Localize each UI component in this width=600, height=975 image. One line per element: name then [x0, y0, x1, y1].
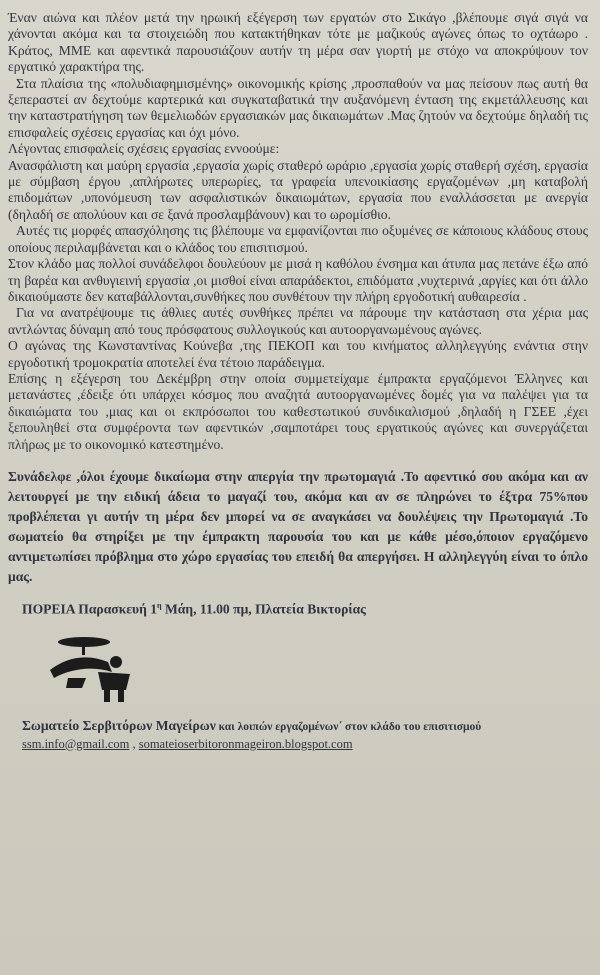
paragraph-december: Επίσης η εξέγερση του Δεκέμβρη στην οποία συμμετείχαμε έμπρακτα εργαζόμενοι Έλληνες και μετανάστες ,έδειξε ότι υπάρχει κόσμος που αναζητά αυτοοργανωμένες δομές για να παλέψει για τα δικαιώματα του ,μιας και οι εκπρόσωποι του καθεστωτικού συνδικαλισμού ,δηλαδή η ΓΣΕΕ ,έχει ξεπουληθεί στα συμφέροντα των αφεντικών ,σαμποτάρει τους εργατικούς αγώνες και συνεργάζεται πλήρως με το οικονομικό κατεστημένο.	[8, 370, 588, 452]
paragraph-intro: Έναν αιώνα και πλέον μετά την ηρωική εξέγερση των εργατών στο Σικάγο ,βλέπουμε σιγά σιγά να χάνονται ακόμα και τα στοιχειώδη που κατακτήθηκαν τότε με μαζικούς αγώνες όπως το οχτάωρο . Κράτος, ΜΜΕ και αφεντικά παρουσιάζουν αυτήν τη μέρα σαν γιορτή με στόχο να αποκρύψουν τον εργατικό χαρακτήρα της.	[8, 10, 588, 75]
march-suffix: Μάη, 11.00 πμ, Πλατεία Βικτορίας	[161, 601, 366, 617]
march-prefix: ΠΟΡΕΙΑ Παρασκευή 1	[22, 601, 158, 617]
call-to-action: Συνάδελφε ,όλοι έχουμε δικαίωμα στην απεργία την πρωτομαγιά .Το αφεντικό σου ακόμα και αν λειτουργεί με την ειδική άδεια το μαγαζί του, ακόμα και αν σε πληρώνει το έξτρα 75%που προβλέπεται γι αυτήν τη μέρα δεν μπορεί να σε αναγκάσει να δουλέψεις την Πρωτομαγιά .Το σωματείο θα στηρίξει με την έμπρακτη παρουσία του και με κάθε μέσο,όποιον εργαζόμενο αντιμετωπίσει πρόβλημα στο χώρο εργασίας του επειδή θα απεργήσει. Η αλληλεγγύη είναι το όπλο μας.	[8, 468, 588, 584]
contacts-line	[22, 737, 588, 752]
paragraph-crisis: Στα πλαίσια της «πολυδιαφημισμένης» οικονομικής κρίσης ,προσπαθούν να μας πείσουν πως αυτή θα ξεπεραστεί αν δεχτούμε καρτερικά και συγκαταβατικά την αυξανόμενη ένταση της εκμετάλλευσης και την καταστρατήγηση των θεμελιωδών εργασιακών μας δικαιωμάτων .Μας ζητούν να δεχτούμε δηλαδή τις επισφαλείς σχέσεις εργασίας και όχι μόνο.	[8, 75, 588, 140]
paragraph-overturn: Για να ανατρέψουμε τις άθλιες αυτές συνθήκες πρέπει να πάρουμε την κατάσταση στα χέρια μας αντλώντας δύναμη από τους πρόσφατους συλλογικούς και αυτοοργανωμένους αγώνες.	[8, 305, 588, 337]
contacts-separator: ,	[129, 736, 139, 751]
email-link[interactable]: ssm.info@gmail.com	[22, 736, 130, 751]
union-signature	[22, 718, 588, 735]
march-sup: η	[157, 600, 162, 610]
paragraph-kouneva: Ο αγώνας της Κωνσταντίνας Κούνεβα ,της ΠΕΚΟΠ και του κινήματος αλληλεγγύης ενάντια στην εργοδοτική τρομοκρατία αποτελεί ένα τέτοιο παράδειγμα.	[8, 338, 588, 370]
blog-link[interactable]: somateioserbitoronmageiron.blogspot.com	[138, 736, 353, 751]
paragraph-definition-heading: Λέγοντας επισφαλείς σχέσεις εργασίας εννοούμε:	[8, 141, 280, 157]
waiter-with-tray-icon	[38, 632, 148, 704]
paragraph-our-sector: Στον κλάδο μας πολλοί συνάδελφοι δουλεύουν με μισά η καθόλου ένσημα και άτυπα μας πετάνε έξω από τη βαρέα και ανθυγιεινή εργασία ,οι μισθοί είναι απαράδεκτοι, επιδόματα ,νυχτερινά ,αργίες και ότι άλλο δικαιούμαστε δεν καταβάλλονται,συνθήκες που συνθέτουν την πλήρη εργοδοτική αυθαιρεσία .	[8, 256, 588, 304]
union-name-rest: και λοιπών εργαζομένων΄ στον κλάδο του επισιτισμού	[215, 720, 482, 733]
paragraph-precarious-list: Ανασφάλιστη και μαύρη εργασία ,εργασία χωρίς σταθερό ωράριο ,εργασία χωρίς σταθερή σχέση, εργασία με σύμβαση έργου ,απλήρωτες υπερωρίες, τα γραφεία υπενοικίασης εργαζομένων ,μη καταβολή επιδομάτων ,υπονόμευση των ασφαλιστικών δικαιωμάτων, εργασία που εναλλάσσεται με ανεργία (δηλαδή σε απολύουν και σε ξανά προσλαμβάνουν) και το ωρομίσθιο.	[8, 157, 588, 222]
march-announcement	[22, 601, 588, 618]
paragraph-sectors: Αυτές τις μορφές απασχόλησης τις βλέπουμε να εμφανίζονται πιο οξυμένες σε κάποιους κλάδους στους οποίους περιλαμβάνεται και ο κλάδος του επισιτισμού.	[8, 223, 588, 255]
union-name: Σωματείο Σερβιτόρων Μαγείρων	[22, 717, 216, 733]
